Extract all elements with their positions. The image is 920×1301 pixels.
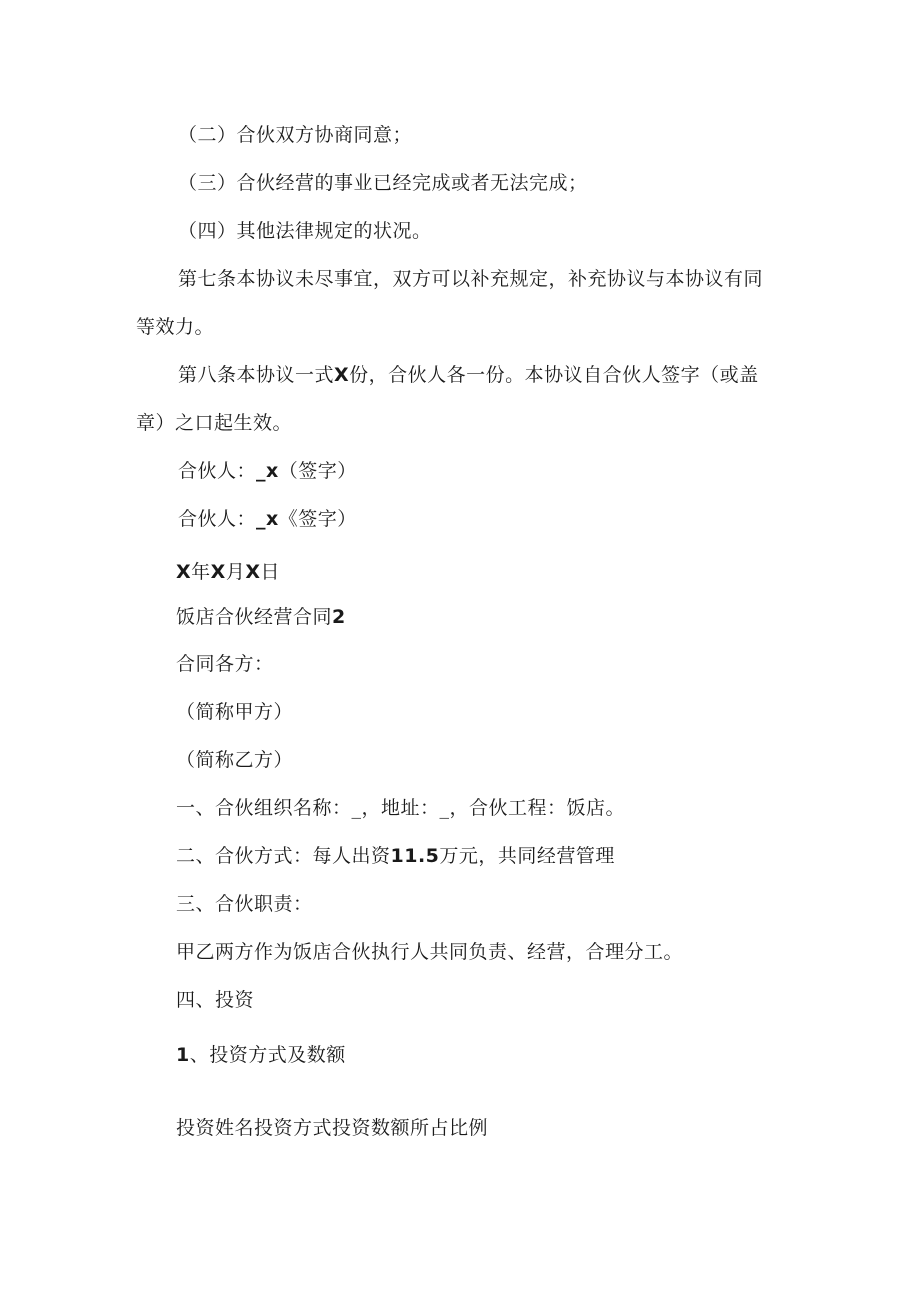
date-year: X bbox=[176, 561, 192, 583]
party-a: （简称甲方） bbox=[176, 701, 294, 723]
subsection-number: 1 bbox=[176, 1044, 190, 1066]
contract-number: 2 bbox=[332, 606, 346, 628]
article-8-text-b: 份，合伙人各一份。本协议自合伙人签字（或盖 bbox=[349, 364, 759, 386]
clause-item-4: （四）其他法律规定的状况。 bbox=[178, 220, 432, 242]
date-day-unit: 日 bbox=[260, 561, 281, 583]
section-2-text-a: 二、合伙方式：每人出资 bbox=[176, 845, 391, 867]
section-3-heading: 三、合伙职责： bbox=[176, 893, 313, 915]
date-month-unit: 月 bbox=[225, 561, 246, 583]
contract-title bbox=[176, 608, 346, 627]
signature-note: 《签字） bbox=[278, 508, 357, 530]
article-7-line-1: 第七条本协议未尽事宜，双方可以补充规定，补充协议与本协议有同 bbox=[178, 268, 764, 290]
copies-count: X bbox=[334, 364, 350, 386]
article-7-line-2: 等效力。 bbox=[136, 316, 215, 338]
party-b: （简称乙方） bbox=[176, 749, 294, 771]
partner-signature-2 bbox=[178, 510, 357, 529]
signature-note: （签字） bbox=[278, 460, 357, 482]
subsection-4-1-heading bbox=[176, 1046, 346, 1065]
clause-item-3: （三）合伙经营的事业已经完成或者无法完成； bbox=[178, 172, 588, 194]
contract-parties-heading: 合同各方： bbox=[176, 653, 274, 675]
clause-item-2: （二）合伙双方协商同意； bbox=[178, 124, 413, 146]
investment-amount: 11.5 bbox=[390, 845, 440, 867]
signature-blank: _x bbox=[256, 460, 279, 482]
subsection-title: 、投资方式及数额 bbox=[189, 1044, 346, 1066]
section-3-body: 甲乙两方作为饭店合伙执行人共同负责、经营，合理分工。 bbox=[176, 941, 684, 963]
section-2-partnership-method bbox=[176, 847, 615, 866]
section-4-heading: 四、投资 bbox=[176, 989, 255, 1011]
partner-label: 合伙人： bbox=[178, 508, 257, 530]
signing-date bbox=[176, 563, 280, 582]
partner-label: 合伙人： bbox=[178, 460, 257, 482]
article-8-text-a: 第八条本协议一式 bbox=[178, 364, 335, 386]
article-8-line-1 bbox=[178, 366, 759, 385]
date-month: X bbox=[210, 561, 226, 583]
article-8-line-2: 章）之口起生效。 bbox=[136, 412, 293, 434]
section-2-text-b: 万元，共同经营管理 bbox=[439, 845, 615, 867]
investment-table-header: 投资姓名投资方式投资数额所占比例 bbox=[176, 1117, 489, 1139]
section-1-partnership-name: 一、合伙组织名称：_，地址：_，合伙工程：饭店。 bbox=[176, 797, 626, 819]
signature-blank: _x bbox=[256, 508, 279, 530]
contract-title-text: 饭店合伙经营合同 bbox=[176, 606, 333, 628]
partner-signature-1 bbox=[178, 462, 357, 481]
date-day: X bbox=[245, 561, 261, 583]
date-year-unit: 年 bbox=[191, 561, 211, 583]
